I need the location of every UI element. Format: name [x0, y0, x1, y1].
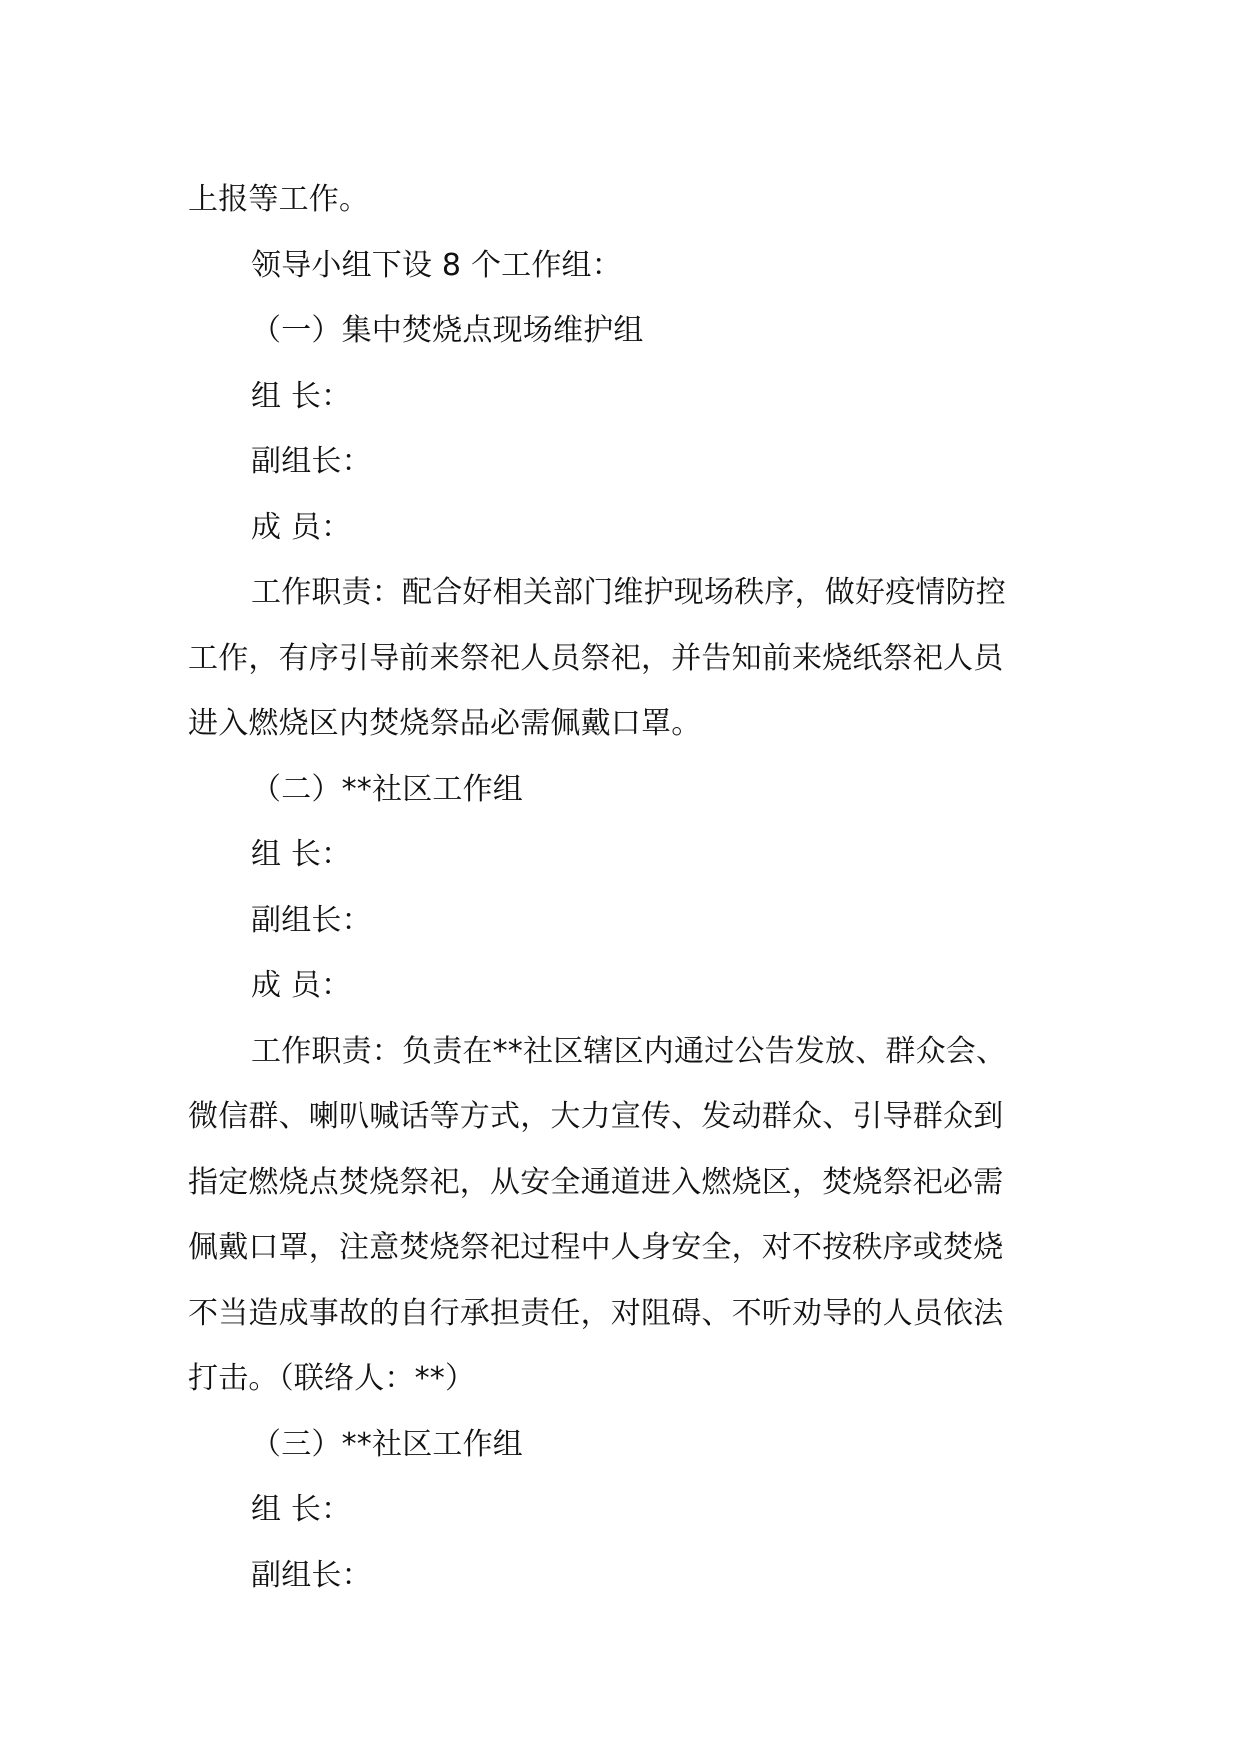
- deputy-leader-label-2: 副组长：: [251, 902, 372, 938]
- text-line-intro: 领导小组下设 8 个工作组：: [251, 247, 622, 283]
- deputy-leader-label-3: 副组长：: [251, 1557, 372, 1593]
- duty-paragraph-1-line-1: 工作职责：配合好相关部门维护现场秩序，做好疫情防控: [251, 575, 1006, 610]
- document-body: [188, 167, 1058, 1608]
- leader-label-1: 组 长：: [251, 378, 352, 414]
- duty-paragraph-2-line-4: 佩戴口罩，注意焚烧祭祀过程中人身安全，对不按秩序或焚烧: [188, 1230, 1004, 1265]
- text-line-continuation: 上报等工作。: [188, 182, 370, 217]
- section-heading-1: （一）集中焚烧点现场维护组: [251, 313, 644, 348]
- duty-paragraph-2-line-2: 微信群、喇叭喊话等方式，大力宣传、发动群众、引导群众到: [188, 1099, 1004, 1134]
- members-label-1: 成 员：: [251, 509, 352, 545]
- duty-paragraph-2-line-1: 工作职责：负责在**社区辖区内通过公告发放、群众会、: [251, 1033, 1007, 1069]
- duty-paragraph-1-line-2: 工作，有序引导前来祭祀人员祭祀，并告知前来烧纸祭祀人员: [188, 640, 1004, 676]
- leader-label-2: 组 长：: [251, 837, 352, 872]
- deputy-leader-label-1: 副组长：: [251, 444, 372, 479]
- duty-paragraph-2-line-5: 不当造成事故的自行承担责任，对阻碍、不听劝导的人员依法: [188, 1295, 1004, 1331]
- leader-label-3: 组 长：: [251, 1492, 352, 1527]
- section-heading-2: （二）**社区工作组: [251, 771, 523, 807]
- duty-paragraph-2-line-3: 指定燃烧点焚烧祭祀，从安全通道进入燃烧区，焚烧祭祀必需: [188, 1164, 1004, 1200]
- duty-paragraph-1-line-3: 进入燃烧区内焚烧祭品必需佩戴口罩。: [188, 706, 702, 741]
- section-heading-3: （三）**社区工作组: [251, 1426, 523, 1462]
- members-label-2: 成 员：: [251, 968, 352, 1003]
- duty-paragraph-2-line-6: 打击。（联络人：**）: [188, 1361, 476, 1396]
